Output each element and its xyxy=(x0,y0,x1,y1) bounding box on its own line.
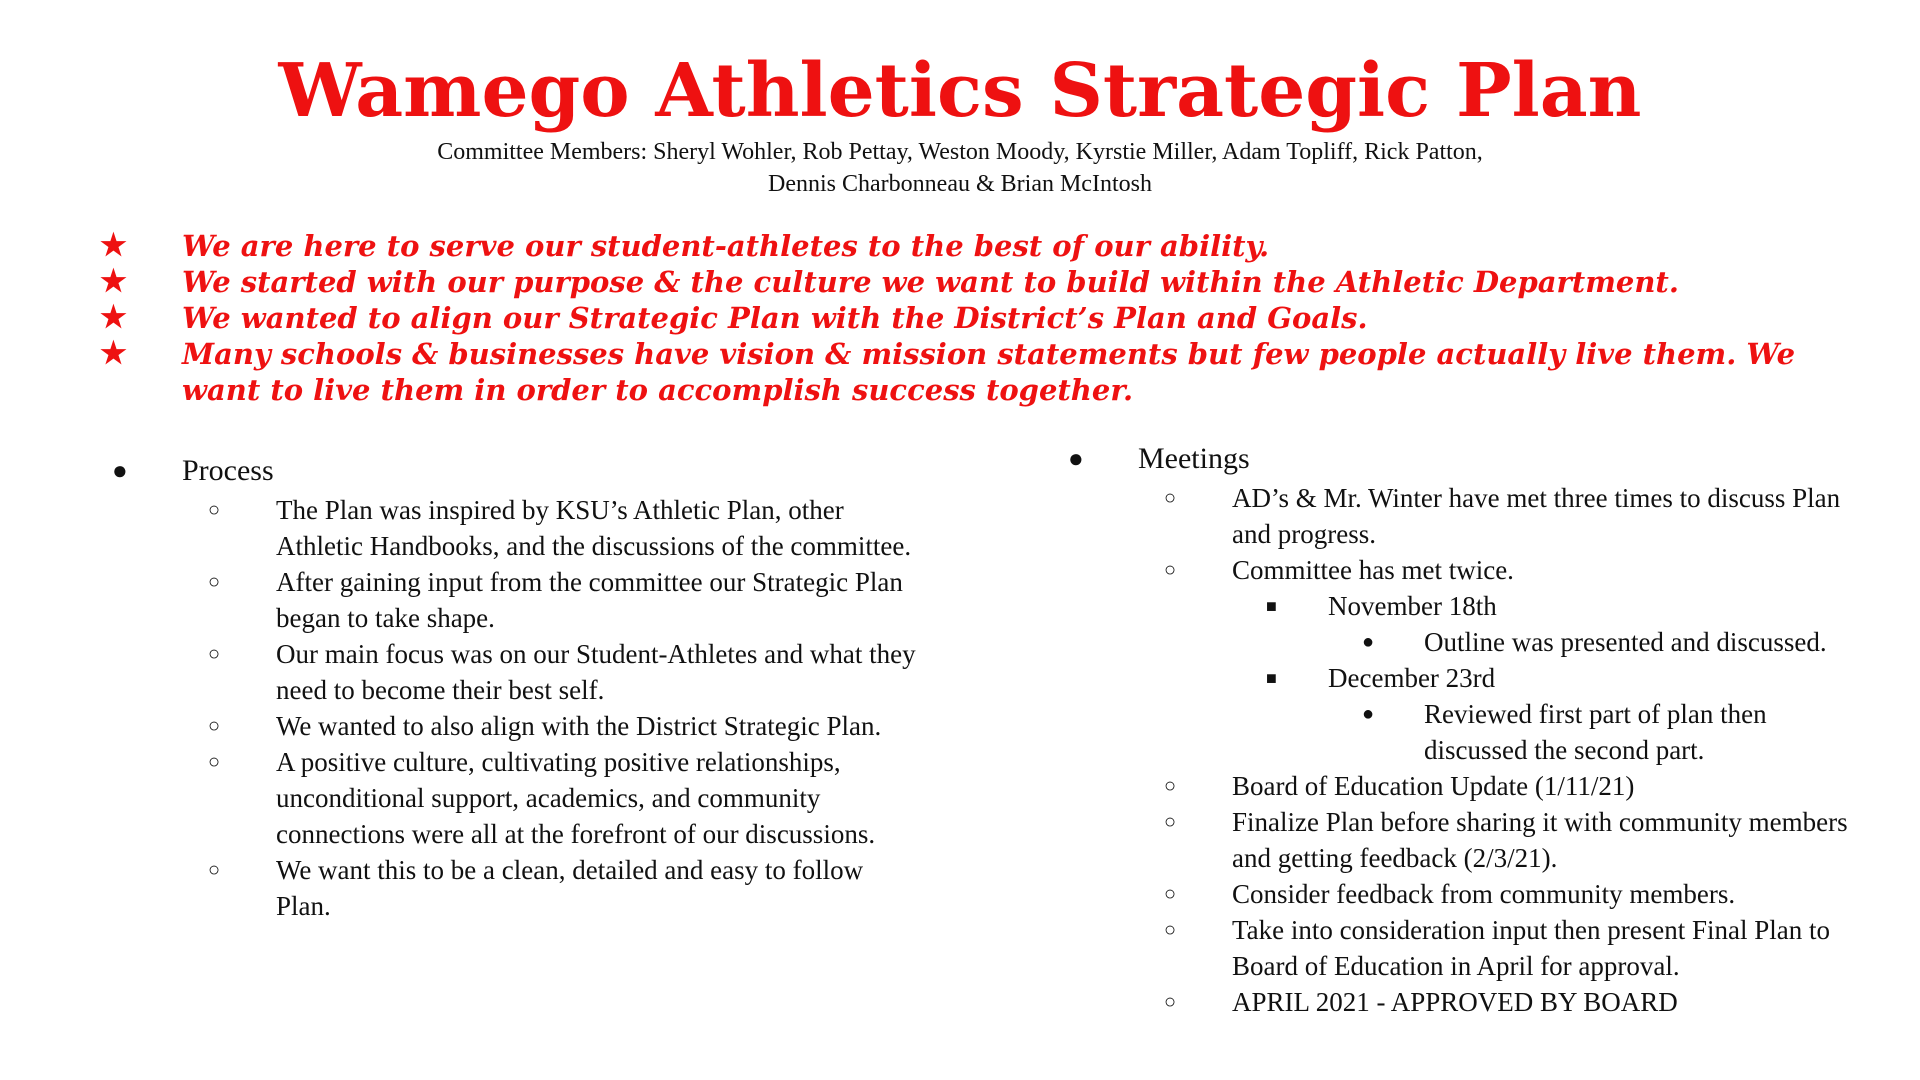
statement-item xyxy=(96,336,1836,408)
list-item xyxy=(1068,984,1852,1020)
statement-item xyxy=(96,228,1836,264)
hollow-bullet-icon: ○ xyxy=(1164,811,1177,833)
statement-text: We are here to serve our student-athletes to the best of our ability. xyxy=(182,229,1270,263)
process-heading: Process xyxy=(182,454,274,487)
statement-text: We started with our purpose & the culture we want to build within the Athletic Department. xyxy=(182,265,1679,299)
meetings-item-text: Consider feedback from community members. xyxy=(1232,879,1736,909)
meeting-date: November 18th xyxy=(1328,591,1497,621)
statement-text: We wanted to align our Strategic Plan with the District’s Plan and Goals. xyxy=(182,301,1368,335)
meeting-date-item xyxy=(1068,588,1848,624)
meetings-item-text: Finalize Plan before sharing it with community members and getting feedback (2/3/21). xyxy=(1232,807,1848,873)
bullet-icon: ● xyxy=(1068,444,1084,473)
hollow-bullet-icon: ○ xyxy=(208,859,221,881)
committee-members-line-1: Committee Members: Sheryl Wohler, Rob Pettay, Weston Moody, Kyrstie Miller, Adam Topliff, Rick Patton, xyxy=(437,139,1483,165)
hollow-bullet-icon: ○ xyxy=(1164,883,1177,905)
meetings-item-text: Take into consideration input then present Final Plan to Board of Education in April for approval. xyxy=(1232,915,1830,981)
meetings-item-text: APRIL 2021 - APPROVED BY BOARD xyxy=(1232,987,1678,1017)
purpose-statements xyxy=(96,228,1836,408)
star-icon: ★ xyxy=(100,264,127,299)
hollow-bullet-icon: ○ xyxy=(1164,487,1177,509)
meetings-item-text: Committee has met twice. xyxy=(1232,555,1514,585)
meeting-note-item xyxy=(1068,624,1844,660)
hollow-bullet-icon: ○ xyxy=(1164,919,1177,941)
process-item-text: The Plan was inspired by KSU’s Athletic Plan, other Athletic Handbooks, and the discussions of the committee. xyxy=(276,495,912,561)
committee-members xyxy=(160,136,1760,200)
process-items xyxy=(112,492,916,924)
meeting-note: Outline was presented and discussed. xyxy=(1424,627,1827,657)
committee-members-line-2: Dennis Charbonneau & Brian McIntosh xyxy=(768,171,1152,197)
list-item xyxy=(112,708,916,744)
process-item-text: We wanted to also align with the District Strategic Plan. xyxy=(276,711,882,741)
list-item xyxy=(1068,480,1852,552)
meetings-item-text: AD’s & Mr. Winter have met three times to discuss Plan and progress. xyxy=(1232,483,1841,549)
square-bullet-icon: ■ xyxy=(1266,596,1277,616)
meetings-item-text: Board of Education Update (1/11/21) xyxy=(1232,771,1635,801)
meeting-date: December 23rd xyxy=(1328,663,1496,693)
hollow-bullet-icon: ○ xyxy=(1164,991,1177,1013)
list-item xyxy=(112,744,916,852)
statement-item xyxy=(96,264,1836,300)
list-item xyxy=(1068,552,1852,588)
star-icon: ★ xyxy=(100,228,127,263)
hollow-bullet-icon: ○ xyxy=(208,751,221,773)
hollow-bullet-icon: ○ xyxy=(208,571,221,593)
list-item xyxy=(1068,804,1852,876)
bullet-icon: ● xyxy=(112,456,128,485)
star-icon: ★ xyxy=(100,336,127,371)
process-item-text: Our main focus was on our Student-Athletes and what they need to become their best self. xyxy=(276,639,916,705)
star-icon: ★ xyxy=(100,300,127,335)
page-title: Wamego Athletics Strategic Plan xyxy=(278,48,1642,134)
statement-item xyxy=(96,300,1836,336)
square-bullet-icon: ■ xyxy=(1266,668,1277,688)
meetings-section xyxy=(1068,440,1858,478)
list-item xyxy=(1068,768,1852,804)
meetings-heading-item xyxy=(1068,440,1858,478)
list-item xyxy=(1068,876,1852,912)
process-section xyxy=(112,452,912,490)
hollow-bullet-icon: ○ xyxy=(208,499,221,521)
process-item-text: A positive culture, cultivating positive relationships, unconditional support, academics, and community connections were all at the forefront of our discussions. xyxy=(276,747,876,849)
hollow-bullet-icon: ○ xyxy=(208,643,221,665)
process-item-text: After gaining input from the committee our Strategic Plan began to take shape. xyxy=(276,567,903,633)
process-heading-item xyxy=(112,452,912,490)
process-item-text: We want this to be a clean, detailed and easy to follow Plan. xyxy=(276,855,864,921)
meeting-note: Reviewed first part of plan then discussed the second part. xyxy=(1424,699,1767,765)
meetings-heading: Meetings xyxy=(1138,442,1250,475)
hollow-bullet-icon: ○ xyxy=(1164,775,1177,797)
meeting-date-item xyxy=(1068,660,1848,696)
bullet-icon: ● xyxy=(1362,703,1375,725)
meeting-note-item xyxy=(1068,696,1844,768)
list-item xyxy=(112,636,916,708)
list-item xyxy=(1068,912,1852,984)
statement-text: Many schools & businesses have vision & mission statements but few people actually live them. We want to live them in order to accomplish success together. xyxy=(182,337,1796,407)
list-item xyxy=(112,492,916,564)
bullet-icon: ● xyxy=(1362,631,1375,653)
hollow-bullet-icon: ○ xyxy=(1164,559,1177,581)
list-item xyxy=(112,852,916,924)
hollow-bullet-icon: ○ xyxy=(208,715,221,737)
list-item xyxy=(112,564,916,636)
meetings-items xyxy=(1068,480,1858,1020)
